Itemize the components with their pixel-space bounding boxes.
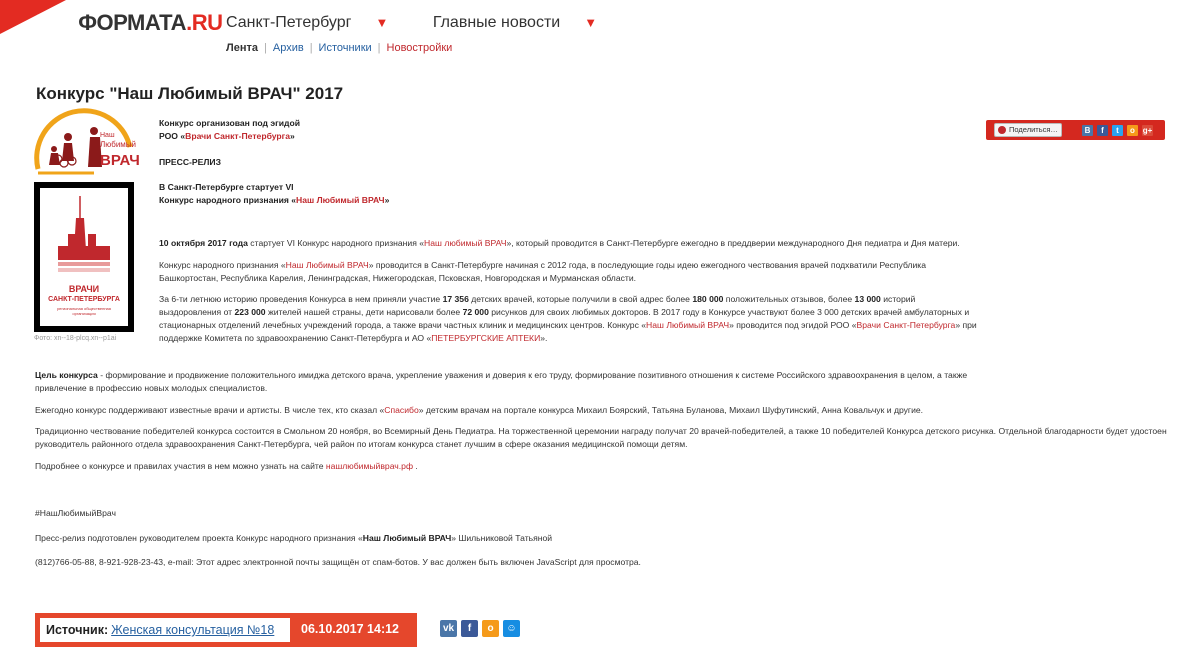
link-pharmacies[interactable]: ПЕТЕРБУРГСКИЕ АПТЕКИ [431,332,541,343]
logo-part-1: БЕЗ [36,10,79,35]
share-label: Поделиться… [1009,125,1058,134]
sub-nav: Лента | Архив | Источники | Новостройки [226,42,453,54]
site-logo[interactable] [36,10,222,36]
link-contest[interactable]: Наш любимый ВРАЧ [424,237,507,248]
chevron-down-icon: ▼ [584,15,598,30]
google-plus-icon[interactable]: g+ [1142,126,1153,135]
news-label: Главные новости [432,14,561,31]
facebook-icon[interactable]: f [461,620,478,637]
logo2-line3: региональная общественная [57,306,111,311]
contest-logo [34,117,140,179]
subnav-archive[interactable]: Архив [272,42,304,54]
link-doctors-spb[interactable]: Врачи Санкт-Петербурга [856,319,956,330]
photo-caption: Фото: xn--18-plcq.xn--p1ai [34,335,117,342]
odnoklassniki-icon[interactable]: о [1127,125,1138,136]
vk-icon[interactable]: vk [440,620,457,637]
publish-date: 06.10.2017 14:12 [301,622,400,636]
contact-info: (812)766-05-88, 8-921-928-23-43, e-mail: Этот адрес электронной почты защищён от спам-ботов. У вас должен быть включен JavaScript для просмотра. [35,557,641,568]
city-label: Санкт-Петербург [226,14,352,31]
logo1-line2: Любимый [100,140,137,149]
source-link[interactable]: Женская консультация №18 [111,623,275,637]
facebook-icon[interactable]: f [1097,125,1108,136]
logo-part-3: .RU [186,10,223,35]
source-label: Источник: [46,623,109,637]
paragraph: 10 октября 2017 года стартует VI Конкурс народного признания «Наш любимый ВРАЧ», который проводится в Санкт-Петербурге ежегодно в преддверии международного Дня педиатра и Дня матери. [159,237,960,248]
logo2-line4: организация [72,311,96,316]
paragraph: ПРЕСС-РЕЛИЗ [159,156,221,167]
logo1-line1: Наш [100,132,115,139]
article-body-top [159,117,979,345]
link-contest[interactable]: Наш Любимый ВРАЧ [646,319,730,330]
paragraph: Пресс-релиз подготовлен руководителем проекта Конкурс народного признания «Наш Любимый ВРАЧ» Шильниковой Татьяной [35,532,553,543]
top-nav [226,14,637,32]
link-contest-site[interactable]: нашлюбимыйврач.рф [325,460,414,471]
paragraph: В Санкт-Петербурге стартует VI Конкурс народного признания «Наш Любимый ВРАЧ» [159,182,390,206]
logo1-line3: ВРАЧ [100,152,140,169]
article-body-bottom [35,369,1167,569]
logo-part-2: ФОРМАТА [78,10,187,35]
paragraph: Подробнее о конкурсе и правилах участия в нем можно узнать на сайте нашлюбимыйврач.рф . [35,460,418,471]
share-button[interactable] [994,123,1062,137]
article-images [34,117,140,342]
paragraph: Конкурс организован под эгидой РОО «Врачи Санкт-Петербурга» [159,118,300,141]
paragraph: Конкурс народного признания «Наш Любимый ВРАЧ» проводится в Санкт-Петербурге начиная с 2012 года, в последующие годы идею ежегодного чествования врачей подхватили Республика Башкортостан, Республика Карелия, Ленинградская, Нижегородская, Псковская, Новгородская и Мурманская области. [159,259,927,283]
link-doctors-spb[interactable]: Врачи Санкт-Петербурга [185,130,291,141]
city-dropdown[interactable] [226,14,408,31]
subnav-sources[interactable]: Источники [318,42,372,54]
paragraph: Цель конкурса - формирование и продвижение положительного имиджа детского врача, укрепление уважения и доверия к его труду, формирование позитивного отношения к системе Российского здравоохранения в целом, а также привлечение в профессию новых молодых специалистов. [35,370,968,393]
subnav-new-buildings[interactable]: Новостройки [386,42,453,54]
source-bar [35,613,417,647]
share-icon [998,126,1006,134]
vk-icon[interactable]: В [1082,125,1093,136]
odnoklassniki-icon[interactable]: о [482,620,499,637]
chevron-down-icon: ▼ [375,15,389,30]
hashtag: #НашЛюбимыйВрач [35,507,116,518]
source-box [40,618,290,642]
logo2-line2: САНКТ-ПЕТЕРБУРГА [48,296,120,303]
news-dropdown[interactable] [433,14,617,31]
moimir-icon[interactable]: ☺ [503,620,520,637]
share-bar-top [986,120,1165,140]
twitter-icon[interactable]: t [1112,125,1123,136]
organization-logo [34,182,134,332]
paragraph: За 6-ти летнюю историю проведения Конкурса в нем приняли участие 17 356 детских врачей, которые получили в свой адрес более 180 000 положительных отзывов, более 13 000 историй выздоровления от 223 000 жителей нашей страны, дети нарисовали более 72 000 рисунков для своих любимых докторов. В 2017 году в Конкурсе участвуют более 3 000 детских врачей амбулаторных и стационарных отделений лечебных учреждений города, а также врачи частных клиник и медицинских центров. Конкурс «Наш Любимый ВРАЧ» проводится под эгидой РОО «Врачи Санкт-Петербурга» при поддержке Комитета по здравоохранению Санкт-Петербурга и АО «ПЕТЕРБУРГСКИЕ АПТЕКИ». [159,294,977,343]
subnav-feed[interactable]: Лента [226,42,258,54]
paragraph: Традиционно чествование победителей конкурса состоится в Смольном 20 ноября, во Всемирный День Педиатра. На торжественной церемонии награду получат 20 врачей-победителей, а также 10 победителей Конкурса детского рисунка. Отдельной благодарности будет удостоен руководитель районного отдела здравоохранения Санкт-Петербурга, чей район по итогам конкурса станет лучшим в сфере оказания медицинской помощи детям. [35,426,1167,450]
paragraph: Ежегодно конкурс поддерживают известные врачи и артисты. В числе тех, кто сказал «Спасибо» детским врачам на портале конкурса Михаил Боярский, Татьяна Буланова, Михаил Шуфутинский, Анна Ковальчук и другие. [35,404,924,415]
link-contest[interactable]: Наш Любимый ВРАЧ [285,259,369,270]
link-thanks[interactable]: Спасибо [384,404,419,415]
link-contest[interactable]: Наш Любимый ВРАЧ [296,195,385,206]
page-title: Конкурс "Наш Любимый ВРАЧ" 2017 [36,84,344,103]
logo2-line1: ВРАЧИ [68,284,100,294]
